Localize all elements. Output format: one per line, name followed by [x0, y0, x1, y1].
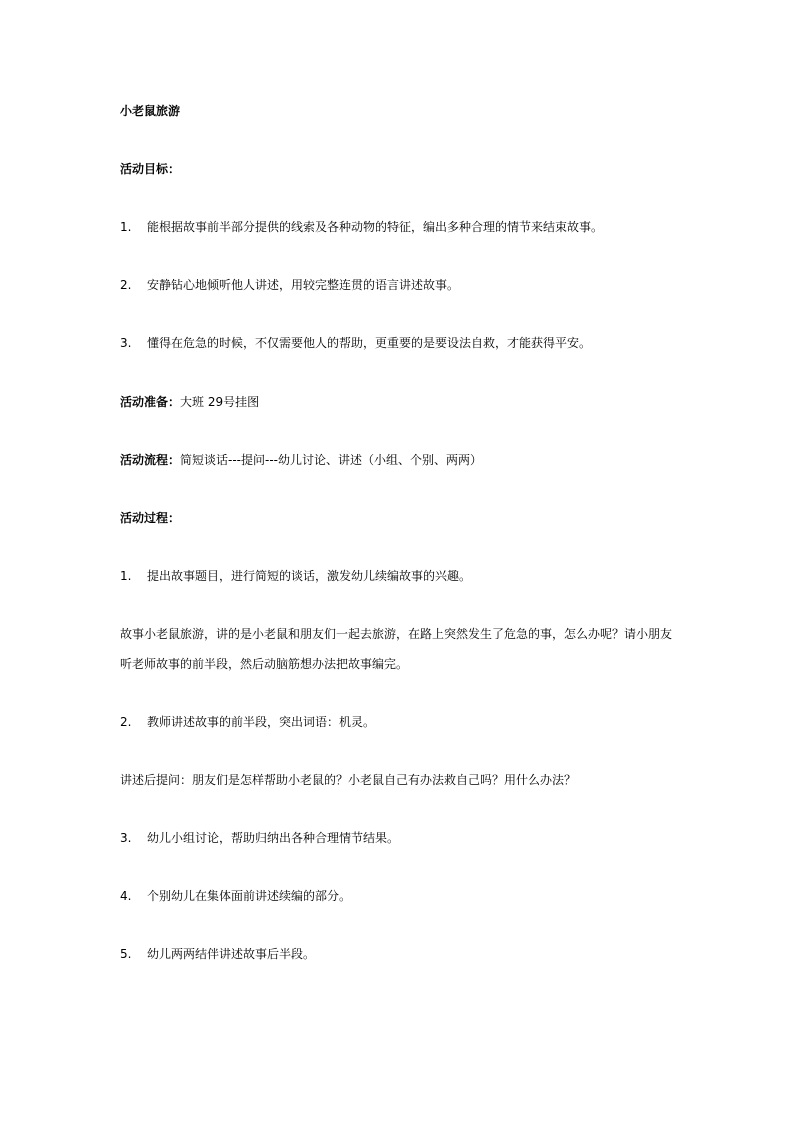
question-paragraph: 讲述后提问：朋友们是怎样帮助小老鼠的？小老鼠自己有办法救自己吗？用什么办法？: [120, 773, 577, 787]
prep-value: 大班 29号挂图: [180, 395, 260, 409]
prep-line: [120, 394, 259, 410]
step-item-3: [120, 830, 399, 846]
step-number: 5.: [120, 947, 132, 961]
step-number: 2.: [120, 715, 132, 729]
step-text: 提出故事题目，进行简短的谈话，激发幼儿续编故事的兴趣。: [147, 569, 472, 583]
flow-line: [120, 452, 482, 468]
step-item-1: [120, 568, 471, 584]
step-number: 3.: [120, 831, 132, 845]
goal-text: 安静钻心地倾听他人讲述，用较完整连贯的语言讲述故事。: [147, 278, 460, 292]
step-text: 教师讲述故事的前半段，突出词语：机灵。: [147, 715, 376, 729]
step-item-4: [120, 888, 351, 904]
goal-item-3: [120, 335, 591, 351]
story-paragraph-line-1: 故事小老鼠旅游，讲的是小老鼠和朋友们一起去旅游，在路上突然发生了危急的事，怎么办呢？请小朋友: [120, 627, 673, 641]
step-text: 幼儿两两结伴讲述故事后半段。: [147, 947, 316, 961]
goal-number: 1.: [120, 220, 132, 234]
prep-label: 活动准备：: [120, 395, 181, 409]
step-item-2: [120, 714, 375, 730]
process-heading: 活动过程：: [120, 511, 181, 525]
step-number: 1.: [120, 569, 132, 583]
goal-number: 2.: [120, 278, 132, 292]
flow-value: 简短谈话---提问---幼儿讨论、讲述（小组、个别、两两）: [180, 453, 482, 467]
flow-label: 活动流程：: [120, 453, 181, 467]
document-title: 小老鼠旅游: [120, 104, 181, 118]
step-text: 个别幼儿在集体面前讲述续编的部分。: [147, 889, 352, 903]
story-paragraph-line-2: 听老师故事的前半段，然后动脑筋想办法把故事编完。: [120, 657, 409, 671]
step-number: 4.: [120, 889, 132, 903]
goal-item-2: [120, 277, 459, 293]
goal-text: 能根据故事前半部分提供的线索及各种动物的特征，编出多种合理的情节来结束故事。: [147, 220, 604, 234]
step-item-5: [120, 946, 315, 962]
goal-item-1: [120, 219, 603, 235]
step-text: 幼儿小组讨论，帮助归纳出各种合理情节结果。: [147, 831, 400, 845]
goals-heading: 活动目标：: [120, 162, 181, 176]
goal-number: 3.: [120, 336, 132, 350]
goal-text: 懂得在危急的时候，不仅需要他人的帮助，更重要的是要设法自救，才能获得平安。: [147, 336, 592, 350]
